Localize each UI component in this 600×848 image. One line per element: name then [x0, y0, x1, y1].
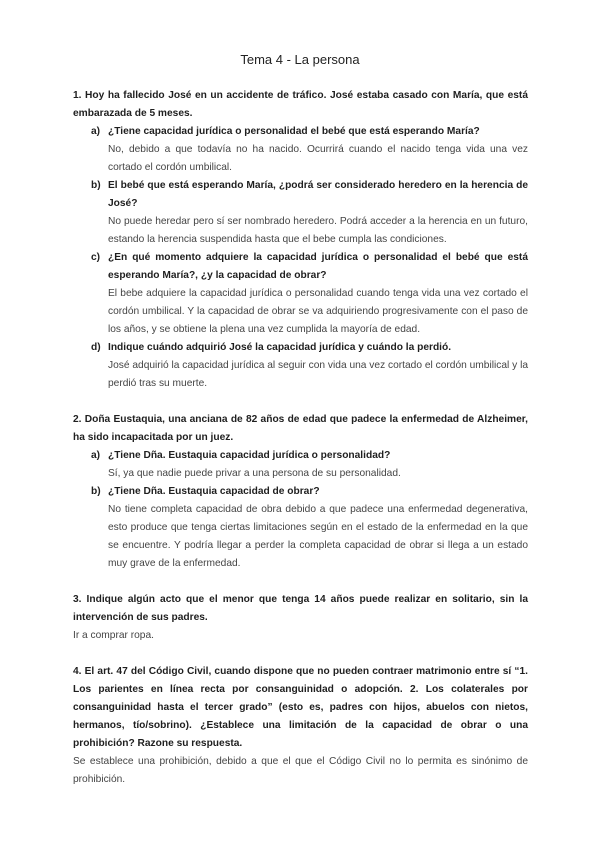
sub-label: a)	[91, 450, 101, 461]
answer-text: El bebe adquiere la capacidad jurídica o personalidad cuando tenga vida una vez cortado el cordón umbilical. Y la capacidad de obrar se va adquiriendo progresivamente con el paso de los años, y se obtiene la plena una vez cumplida la mayoría de edad.	[108, 288, 528, 335]
sub-question-text: El bebé que está esperando María, ¿podrá ser considerado heredero en la herencia de José?	[108, 180, 528, 209]
question-1	[73, 87, 528, 393]
answer-text: José adquirió la capacidad jurídica al seguir con vida una vez cortado el cordón umbilical y la perdió tras su muerte.	[108, 360, 528, 389]
sub-label: c)	[91, 252, 101, 263]
page-title: Tema 4 - La persona	[240, 52, 360, 67]
sub-label: b)	[91, 486, 101, 497]
sub-question-text: Indique cuándo adquirió José la capacidad jurídica y cuándo la perdió.	[108, 342, 452, 353]
answer-text: Se establece una prohibición, debido a que el que el Código Civil no lo permita es sinónimo de prohibición.	[73, 756, 528, 785]
sub-question-d	[73, 339, 528, 393]
question-text: 4. El art. 47 del Código Civil, cuando dispone que no pueden contraer matrimonio entre sí “1. Los parientes en línea recta por consanguinidad o adopción. 2. Los colaterales por consanguinidad hasta el tercer grado” (esto es, padres con hijos, abuelos con nietos, hermanos, tío/sobrino). ¿Establece una limitación de la capacidad de obrar o una prohibición? Razone su respuesta.	[73, 666, 528, 749]
sub-question-a	[73, 447, 528, 483]
sub-question-text: ¿En qué momento adquiere la capacidad jurídica o personalidad el bebé que está esperando María?, ¿y la capacidad de obrar?	[108, 252, 528, 281]
question-4	[73, 663, 528, 789]
question-3	[73, 591, 528, 645]
sub-label: a)	[91, 126, 101, 137]
sub-question-b	[73, 177, 528, 249]
sub-label: b)	[91, 180, 101, 191]
question-text: 3. Indique algún acto que el menor que tenga 14 años puede realizar en solitario, sin la intervención de sus padres.	[73, 594, 528, 623]
answer-text: Sí, ya que nadie puede privar a una persona de su personalidad.	[108, 468, 401, 479]
sub-question-b	[73, 483, 528, 573]
sub-question-a	[73, 123, 528, 177]
document-body	[73, 87, 528, 807]
sub-question-text: ¿Tiene Dña. Eustaquia capacidad jurídica o personalidad?	[108, 450, 391, 461]
sub-question-text: ¿Tiene Dña. Eustaquia capacidad de obrar?	[108, 486, 320, 497]
question-text: 2. Doña Eustaquia, una anciana de 82 años de edad que padece la enfermedad de Alzheimer, ha sido incapacitada por un juez.	[73, 414, 528, 443]
answer-text: No, debido a que todavía no ha nacido. Ocurrirá cuando el nacido tenga vida una vez cortado el cordón umbilical.	[108, 144, 528, 173]
answer-text: No puede heredar pero sí ser nombrado heredero. Podrá acceder a la herencia en un futuro, estando la herencia suspendida hasta que el bebe cumpla las condiciones.	[108, 216, 528, 245]
answer-text: Ir a comprar ropa.	[73, 630, 154, 641]
question-text: 1. Hoy ha fallecido José en un accidente de tráfico. José estaba casado con María, que está embarazada de 5 meses.	[73, 90, 528, 119]
question-2	[73, 411, 528, 573]
answer-text: No tiene completa capacidad de obra debido a que padece una enfermedad degenerativa, esto produce que tenga ciertas limitaciones según en el estado de la enfermedad en la que se encuentre. Y podría llegar a perder la completa capacidad de obrar si llega a un estado muy grave de la enfermedad.	[108, 504, 528, 569]
sub-question-c	[73, 249, 528, 339]
sub-label: d)	[91, 342, 101, 353]
sub-question-text: ¿Tiene capacidad jurídica o personalidad el bebé que está esperando María?	[108, 126, 480, 137]
